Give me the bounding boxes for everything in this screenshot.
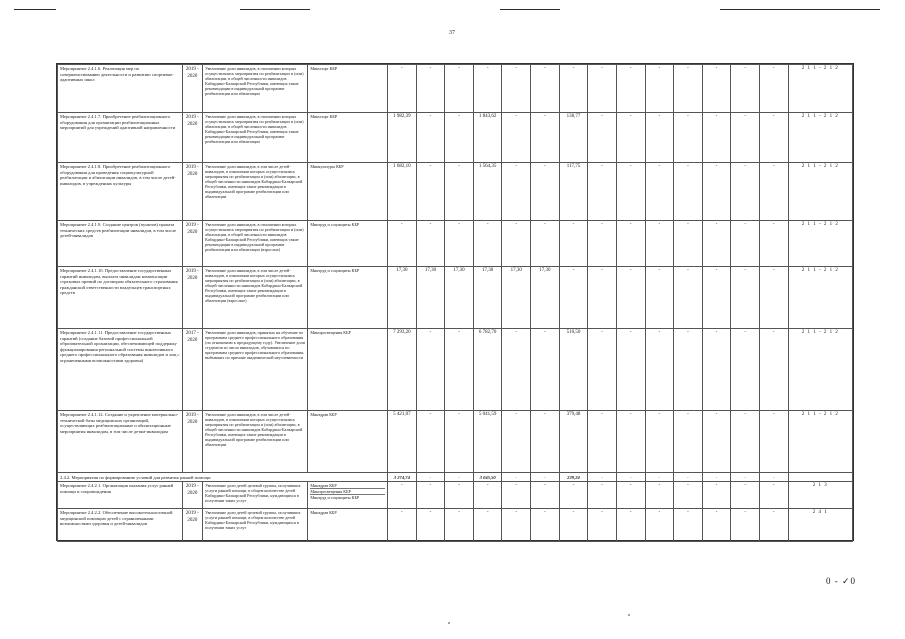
activity-name: Мероприятие 2.4.1.11. Предоставление государственных гарантий (создание базовой профессиональной образовательной организации, обеспечивающей поддержку функционирования региональной системы инклюзивного среднего профессионального образования инвалидов и лиц с ограниченными возможностями здоровья) [58,329,183,411]
amount-cell: - [616,65,645,113]
amount-cell: - [502,65,531,113]
amount-cell: - [445,329,474,411]
amount-cell: 17,30 [502,267,531,329]
amount-cell: - [445,221,474,267]
amount-cell: - [616,267,645,329]
amount-cell: - [759,221,788,267]
section-sum: - [445,473,474,482]
section-sum: - [645,473,674,482]
amount-cell: - [731,163,760,221]
amount-cell: - [588,113,617,163]
amount-cell: 1 843,62 [473,113,502,163]
amount-cell: - [416,509,445,542]
amount-cell: - [416,411,445,473]
amount-cell: - [731,482,760,509]
amount-cell: - [616,509,645,542]
amount-cell: - [674,482,703,509]
amount-cell: - [759,113,788,163]
amount-cell: 379,48 [559,411,588,473]
table-row [58,65,853,113]
section-sum: 3 045,50 [473,473,502,482]
amount-cell: 510,50 [559,329,588,411]
section-sum: - [702,473,731,482]
amount-cell: - [502,163,531,221]
amount-cell: 1 682,10 [388,163,417,221]
amount-cell: - [645,163,674,221]
amount-cell: - [445,482,474,509]
amount-cell: - [759,267,788,329]
amount-cell: - [674,221,703,267]
amount-cell: - [531,221,560,267]
executor [308,482,388,509]
executor: Минздрав КБР [308,509,388,542]
amount-cell: - [502,482,531,509]
amount-cell: - [388,509,417,542]
target-indicator: Увеличение доли инвалидов, в отношении которых осуществлялись мероприятия по реабилитации и (или) абилитации, в общей численности инвалидов Кабардино-Балкарской Республики, имеющих такие рекомендации в индивидуальной программе реабилитации или абилитации [203,113,308,163]
section-sum: - [759,473,788,482]
section-sum: - [531,473,560,482]
activity-name: Мероприятие 2.4.2.2. Обеспечение высокотехнологичной медицинской помощью детей с ограниченными возможностями здоровья и детей-инвалидов [58,509,183,542]
amount-cell: - [473,509,502,542]
amount-cell: - [674,267,703,329]
scan-speck [448,622,450,624]
amount-cell: - [616,329,645,411]
amount-cell: - [645,411,674,473]
amount-cell: - [702,509,731,542]
section-sum: 229,24 [559,473,588,482]
table-row [58,113,853,163]
target-indicator: Увеличение доли детей целевой группы, получивших услуги ранней помощи, в общем количестве детей Кабардино-Балкарской Республики, нуждающихся в получении таких услуг [203,482,308,509]
activity-years: 2019 - 2020 [182,113,202,163]
amount-cell: - [674,509,703,542]
amount-cell: - [702,163,731,221]
amount-cell: - [645,509,674,542]
amount-cell: - [645,65,674,113]
amount-cell: - [445,509,474,542]
executor: Минздрав КБР [308,411,388,473]
table-row [58,411,853,473]
budget-table-sheet [56,63,854,541]
amount-cell: - [702,329,731,411]
amount-cell: 138,77 [559,113,588,163]
amount-cell: - [731,411,760,473]
amount-cell: - [588,163,617,221]
amount-cell: - [731,65,760,113]
amount-cell: - [416,65,445,113]
amount-cell: - [473,482,502,509]
activity-name: Мероприятие 2.4.1.8. Приобретение реабилитационного оборудования для проведения социокультурной реабилитации и абилитации инвалидов, в том числе детей-инвалидов, в учреждениях культуры [58,163,183,221]
amount-cell: - [702,65,731,113]
target-indicator: Увеличение доли инвалидов, в отношении которых осуществлялись мероприятия по реабилитации и (или) абилитации, в общей численности инвалидов Кабардино-Балкарской Республики, имеющих такие рекомендации в индивидуальной программе реабилитации или абилитации [203,65,308,113]
scan-edge-line [240,9,310,10]
table-row [58,163,853,221]
amount-cell: - [616,221,645,267]
executor-line: Минздрав КБР [310,483,385,489]
section-sum: - [588,473,617,482]
table-row [58,329,853,411]
amount-cell: - [531,65,560,113]
indicator-code: 2 1 1 - 2 1 2 [788,411,852,473]
executor: Минспорт КБР [308,65,388,113]
indicator-code: 2 1 1 - 2 1 2 [788,267,852,329]
amount-cell: 117,75 [559,163,588,221]
executor: Минтруд и соцзащиты КБР [308,221,388,267]
amount-cell: 17,30 [388,267,417,329]
amount-cell: - [616,113,645,163]
amount-cell: - [645,113,674,163]
amount-cell: - [759,509,788,542]
amount-cell: - [559,267,588,329]
indicator-code: 2 1 1 - 2 1 2 [788,329,852,411]
scan-edge-line [720,9,880,10]
amount-cell: - [388,221,417,267]
amount-cell: - [702,113,731,163]
amount-cell: - [588,509,617,542]
amount-cell: - [559,509,588,542]
amount-cell: 1 982,39 [388,113,417,163]
table-row [58,509,853,542]
table-row [58,221,853,267]
indicator-code: 2 4 1 [788,509,852,542]
executor-line: Минпросвещения КБР [310,489,385,495]
table-row [58,482,853,509]
amount-cell: 5 421,07 [388,411,417,473]
amount-cell: - [645,329,674,411]
activity-years: 2019 - 2020 [182,509,202,542]
indicator-code: 2 1 1 - 2 1 2 [788,163,852,221]
table-row [58,267,853,329]
activity-name: Мероприятие 2.4.1.10. Предоставление государственных гарантий инвалидам, выплата инвалидам компенсации страховых премий по договорам обязательного страхования гражданской ответственности владельцев транспортных средств [58,267,183,329]
section-sum: - [502,473,531,482]
amount-cell: - [531,509,560,542]
amount-cell: - [559,482,588,509]
amount-cell: - [416,482,445,509]
amount-cell: - [531,411,560,473]
indicator-code: 2 1 1 - 2 1 2 [788,221,852,267]
section-sum: - [674,473,703,482]
indicator-code: 2 1 1 - 2 1 2 [788,113,852,163]
amount-cell: - [759,482,788,509]
section-sum: 3 274,74 [388,473,417,482]
scan-speck [628,614,630,616]
amount-cell: - [531,113,560,163]
amount-cell: - [588,65,617,113]
amount-cell: - [731,267,760,329]
amount-cell: - [445,65,474,113]
executor: Минпросвещения КБР [308,329,388,411]
amount-cell: 6 782,70 [473,329,502,411]
section-title: 2.4.2. Мероприятия по формированию условий для развития ранней помощи [58,473,388,482]
amount-cell: 17,30 [531,267,560,329]
amount-cell: - [645,267,674,329]
amount-cell: - [473,221,502,267]
amount-cell: - [588,482,617,509]
amount-cell: - [731,329,760,411]
amount-cell: - [416,221,445,267]
amount-cell: - [588,411,617,473]
amount-cell: - [702,221,731,267]
amount-cell: - [531,329,560,411]
activity-years: 2019 - 2020 [182,482,202,509]
amount-cell: - [674,411,703,473]
section-row [58,473,853,482]
amount-cell: - [388,482,417,509]
amount-cell: - [759,329,788,411]
activity-years: 2019 - 2020 [182,65,202,113]
amount-cell: - [759,163,788,221]
activity-years: 2019 - 2020 [182,221,202,267]
amount-cell: - [759,65,788,113]
amount-cell: - [645,482,674,509]
section-sum: - [616,473,645,482]
amount-cell: - [616,411,645,473]
amount-cell: - [445,113,474,163]
amount-cell: 17,30 [445,267,474,329]
amount-cell: - [674,163,703,221]
target-indicator: Увеличение доли инвалидов, в отношении которых осуществлялись мероприятия по реабилитации и (или) абилитации, в общей численности инвалидов Кабардино-Балкарской Республики, имеющих такие рекомендации в индивидуальной программе реабилитации или абилитации (взрослые) [203,221,308,267]
activity-name: Мероприятие 2.4.1.6. Реализация мер по совершенствованию деятельности и развитию спортивно-адаптивных школ [58,65,183,113]
executor: Минкультуры КБР [308,163,388,221]
amount-cell: 5 041,59 [473,411,502,473]
amount-cell: 17,30 [473,267,502,329]
amount-cell: - [502,509,531,542]
amount-cell: - [531,482,560,509]
activity-years: 2017 - 2020 [182,329,202,411]
section-sum: - [731,473,760,482]
activity-years: 2019 - 2020 [182,267,202,329]
amount-cell: - [588,329,617,411]
indicator-code [788,473,852,482]
amount-cell: - [674,65,703,113]
amount-cell: - [445,411,474,473]
target-indicator: Увеличение доли инвалидов, в том числе детей-инвалидов, в отношении которых осуществлялись мероприятия по реабилитации и (или) абилитации, в общей численности инвалидов Кабардино-Балкарской Республики, имеющих такие рекомендации в индивидуальной программе реабилитации или абилитации (взрослые) [203,267,308,329]
amount-cell: - [588,221,617,267]
amount-cell: - [731,113,760,163]
amount-cell: - [674,113,703,163]
activity-name: Мероприятие 2.4.1.7. Приобретение реабилитационного оборудования для организации реабилитационных мероприятий для учреждений адаптивной направленности [58,113,183,163]
executor: Минтруд и соцзащиты КБР [308,267,388,329]
amount-cell: - [645,221,674,267]
amount-cell: - [759,411,788,473]
amount-cell: - [559,221,588,267]
target-indicator: Увеличение доли инвалидов, в том числе детей-инвалидов, в отношении которых осуществлялись мероприятия по реабилитации и (или) абилитации, в общей численности инвалидов Кабардино-Балкарской Республики, имеющих такие рекомендации в индивидуальной программе реабилитации или абилитации [203,163,308,221]
activity-name: Мероприятие 2.4.2.1. Организация оказания услуг ранней помощи и сопровождения [58,482,183,509]
amount-cell: - [416,113,445,163]
amount-cell: - [502,221,531,267]
amount-cell: - [502,411,531,473]
activity-name: Мероприятие 2.4.1.9. Создание центров (пунктов) проката технических средств реабилитации инвалидов, в том числе детей-инвалидов [58,221,183,267]
amount-cell: - [702,411,731,473]
amount-cell: - [674,329,703,411]
amount-cell: - [731,509,760,542]
target-indicator: Увеличение доли инвалидов, в том числе детей-инвалидов, в отношении которых осуществлялись мероприятия по реабилитации и (или) абилитации, в общей численности инвалидов Кабардино-Балкарской Республики, имеющих такие рекомендации в индивидуальной программе реабилитации или абилитации [203,411,308,473]
amount-cell: - [531,163,560,221]
scan-edge-line [500,9,560,10]
scan-edge-line [14,9,56,10]
amount-cell: - [473,65,502,113]
indicator-code: 2 1 3 [788,482,852,509]
amount-cell: - [616,482,645,509]
executor: Минспорт КБР [308,113,388,163]
amount-cell: - [588,267,617,329]
amount-cell: - [416,163,445,221]
amount-cell: - [731,221,760,267]
page-number: 37 [449,30,455,36]
activity-years: 2019 - 2020 [182,163,202,221]
amount-cell: - [388,65,417,113]
amount-cell: - [559,65,588,113]
amount-cell: 7 293,20 [388,329,417,411]
amount-cell: 17,30 [416,267,445,329]
amount-cell: - [702,482,731,509]
activities-table [57,64,853,542]
executor-line: Минтруд и соцзащиты КБР [310,495,360,500]
amount-cell: 1 564,35 [473,163,502,221]
amount-cell: - [416,329,445,411]
amount-cell: - [445,163,474,221]
amount-cell: - [502,113,531,163]
table-body [58,65,853,542]
section-sum: - [416,473,445,482]
activity-name: Мероприятие 2.4.1.12. Создание и укрепление материально-технической базы медицинских организаций, осуществляющих реабилитационные и абилитационные мероприятия инвалидам, в том числе детям-инвалидам [58,411,183,473]
target-indicator: Увеличение доли инвалидов, принятых на обучение по программам среднего профессионального образования (по отношению к предыдущему году). Увеличение доли студентов из числа инвалидов, обучавшихся по программам среднего профессионального образования, выбывших по причине академической неуспеваемости [203,329,308,411]
amount-cell: - [502,329,531,411]
indicator-code: 2 1 1 - 2 1 2 [788,65,852,113]
amount-cell: - [616,163,645,221]
amount-cell: - [702,267,731,329]
activity-years: 2019 - 2020 [182,411,202,473]
handwritten-mark: 0 - ✓0 [826,576,857,586]
target-indicator: Увеличение доли детей целевой группы, получивших услуги ранней помощи, в общем количестве детей Кабардино-Балкарской Республики, нуждающихся в получении таких услуг [203,509,308,542]
